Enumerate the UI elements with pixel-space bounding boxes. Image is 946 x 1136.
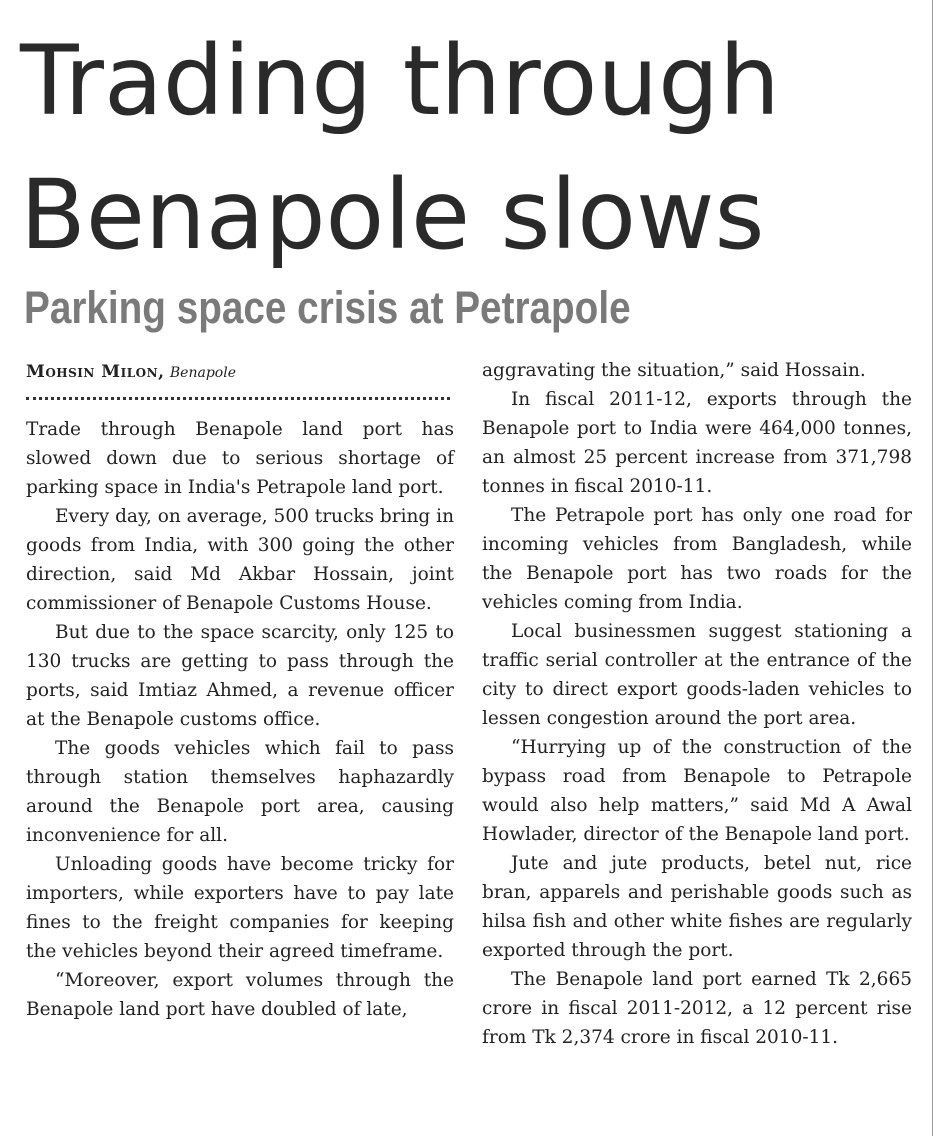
headline-line-2: Benapole slows <box>20 159 765 271</box>
paragraph: The Benapole land port earned Tk 2,665 crore in fiscal 2011-2012, a 12 percent rise from Tk 2,374 crore in fiscal 2010-11. <box>482 969 912 1048</box>
paragraph: The goods vehicles which fail to pass through station themselves haphazardly around the Benapole port area, causing inconvenience for all. <box>26 738 454 846</box>
paragraph: Jute and jute products, betel nut, rice bran, apparels and perishable goods such as hilsa fish and other white fishes are regularly exported through the port. <box>482 853 912 961</box>
article-column-left <box>26 415 454 1024</box>
paragraph: aggravating the situation,” said Hossain. <box>482 360 866 381</box>
paragraph: Every day, on average, 500 trucks bring in goods from India, with 300 going the other direction, said Md Akbar Hossain, joint commissioner of Benapole Customs House. <box>26 506 454 614</box>
subheadline: Parking space crisis at Petrapole <box>24 282 631 333</box>
paragraph: But due to the space scarcity, only 125 to 130 trucks are getting to pass through the ports, said Imtiaz Ahmed, a revenue officer at the Benapole customs office. <box>26 622 454 730</box>
paragraph: Unloading goods have become tricky for importers, while exporters have to pay late fines to the freight companies for keeping the vehicles beyond their agreed timeframe. <box>26 854 454 962</box>
paragraph: “Hurrying up of the construction of the bypass road from Benapole to Petrapole would also help matters,” said Md A Awal Howlader, director of the Benapole land port. <box>482 737 912 845</box>
dotted-separator <box>26 397 450 400</box>
paragraph: Trade through Benapole land port has slowed down due to serious shortage of parking space in India's Petrapole land port. <box>26 419 454 498</box>
byline <box>26 362 236 382</box>
article-column-right <box>482 356 912 1052</box>
paragraph: “Moreover, export volumes through the Benapole land port have doubled of late, <box>26 970 454 1020</box>
byline-place: Benapole <box>169 365 236 381</box>
column-divider-rule <box>932 0 933 1136</box>
headline <box>20 14 930 282</box>
paragraph: Local businessmen suggest stationing a traffic serial controller at the entrance of the city to direct export goods-laden vehicles to lessen congestion around the port area. <box>482 621 912 729</box>
paragraph: In fiscal 2011-12, exports through the Benapole port to India were 464,000 tonnes, an almost 25 percent increase from 371,798 tonnes in fiscal 2010-11. <box>482 389 912 497</box>
byline-author: Mohsin Milon, <box>26 362 165 382</box>
paragraph: The Petrapole port has only one road for incoming vehicles from Bangladesh, while the Benapole port has two roads for the vehicles coming from India. <box>482 505 912 613</box>
headline-line-1: Trading through <box>20 25 780 137</box>
